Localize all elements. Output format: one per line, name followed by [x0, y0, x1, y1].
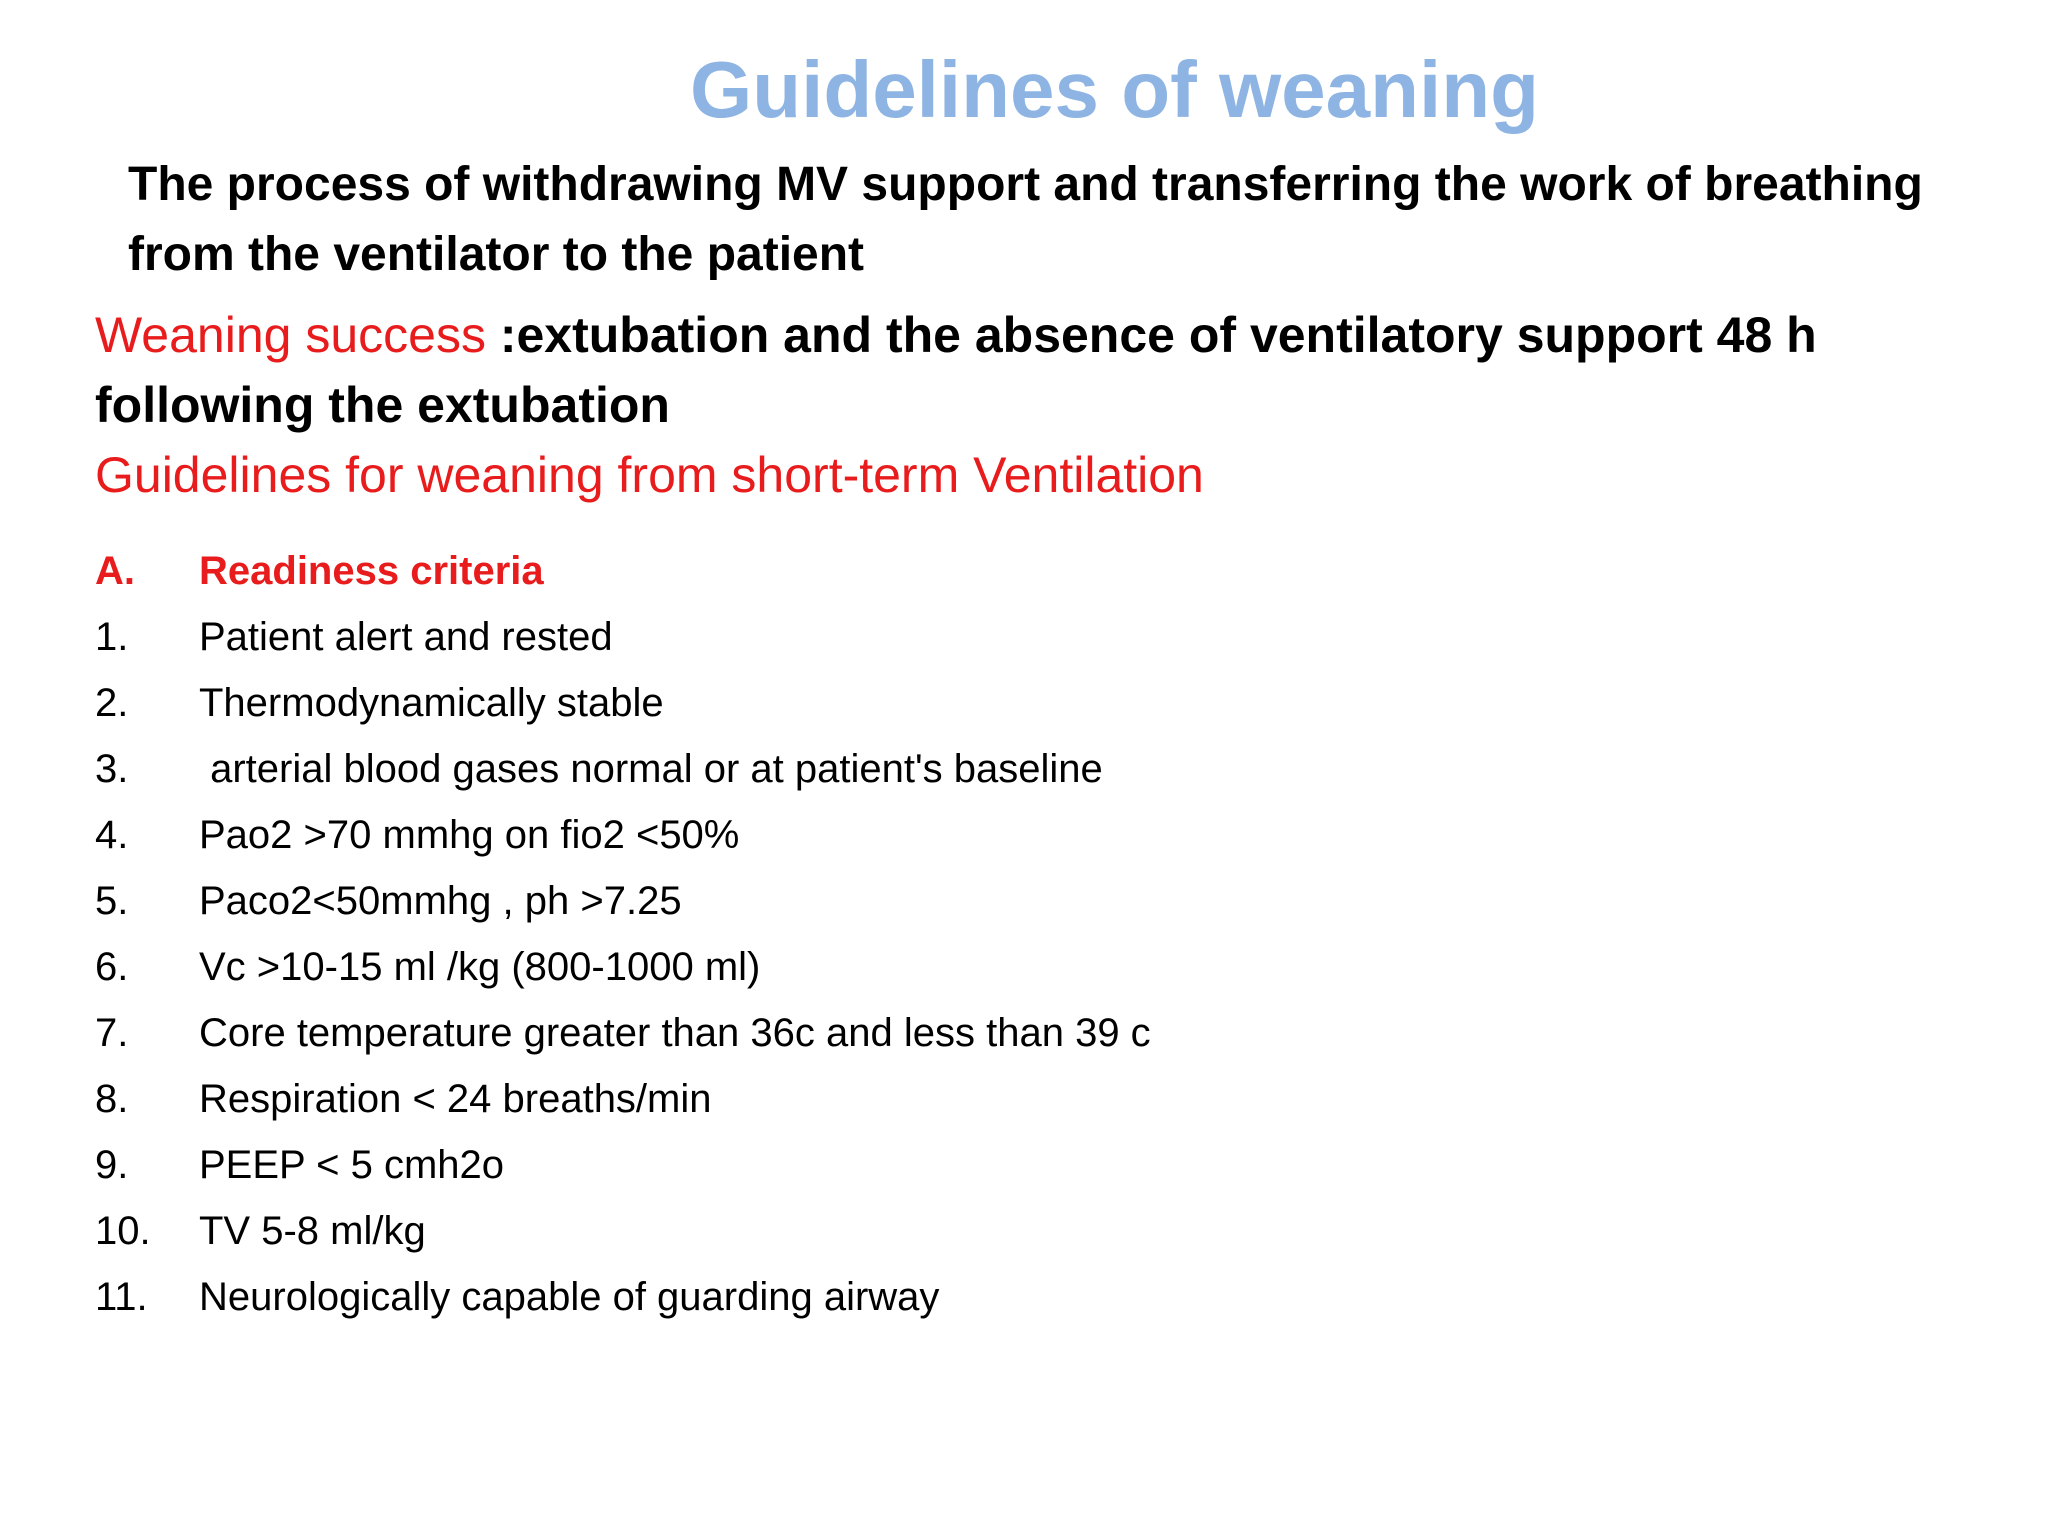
list-item-number: 9. — [95, 1143, 129, 1187]
list-item-number: 7. — [95, 1011, 129, 1055]
list-item-number: 10. — [95, 1209, 151, 1253]
list-item — [95, 670, 1795, 736]
criteria-header-label: Readiness criteria — [199, 549, 544, 593]
list-item-text: Pao2 >70 mmhg on fio2 <50% — [199, 813, 740, 857]
list-item — [95, 1264, 1795, 1330]
list-item — [95, 802, 1795, 868]
definition-text: The process of withdrawing MV support and transferring the work of breathing from the ventilator to the patient — [128, 158, 1923, 281]
list-item-number: 8. — [95, 1077, 129, 1121]
list-item-number: 11. — [95, 1275, 148, 1319]
slide-title: Guidelines of weaning — [690, 45, 1539, 134]
list-item-text: Neurologically capable of guarding airway — [199, 1275, 940, 1319]
list-item — [95, 934, 1795, 1000]
list-item — [95, 1132, 1795, 1198]
list-item — [95, 604, 1795, 670]
list-item-text: Paco2<50mmhg , ph >7.25 — [199, 879, 682, 923]
list-item-number: 2. — [95, 681, 129, 725]
list-item-number: 3. — [95, 747, 129, 791]
weaning-success-description: :extubation and the absence of ventilatory support 48 h following the extubation — [95, 307, 1817, 433]
list-item-number: 1. — [95, 615, 129, 659]
list-item-text: Core temperature greater than 36c and less than 39 c — [199, 1011, 1151, 1055]
criteria-header-marker: A. — [95, 549, 135, 593]
list-item-text: arterial blood gases normal or at patient's baseline — [199, 747, 1103, 791]
list-item-text: Vc >10-15 ml /kg (800-1000 ml) — [199, 945, 761, 989]
short-term-guidelines-heading: Guidelines for weaning from short-term Ventilation — [95, 447, 1204, 503]
list-item — [95, 868, 1795, 934]
list-item — [95, 736, 1795, 802]
list-item-number: 4. — [95, 813, 129, 857]
list-item-number: 5. — [95, 879, 129, 923]
list-item-text: PEEP < 5 cmh2o — [199, 1143, 504, 1187]
list-item — [95, 1198, 1795, 1264]
readiness-criteria-list — [95, 538, 1795, 1330]
weaning-success-paragraph — [95, 300, 1975, 440]
list-item-text: TV 5-8 ml/kg — [199, 1209, 426, 1253]
weaning-success-term: Weaning success — [95, 307, 486, 363]
list-item — [95, 1000, 1795, 1066]
criteria-header — [95, 538, 1795, 604]
list-item-text: Patient alert and rested — [199, 615, 613, 659]
list-item-text: Respiration < 24 breaths/min — [199, 1077, 712, 1121]
list-item-number: 6. — [95, 945, 129, 989]
list-item — [95, 1066, 1795, 1132]
list-item-text: Thermodynamically stable — [199, 681, 664, 725]
